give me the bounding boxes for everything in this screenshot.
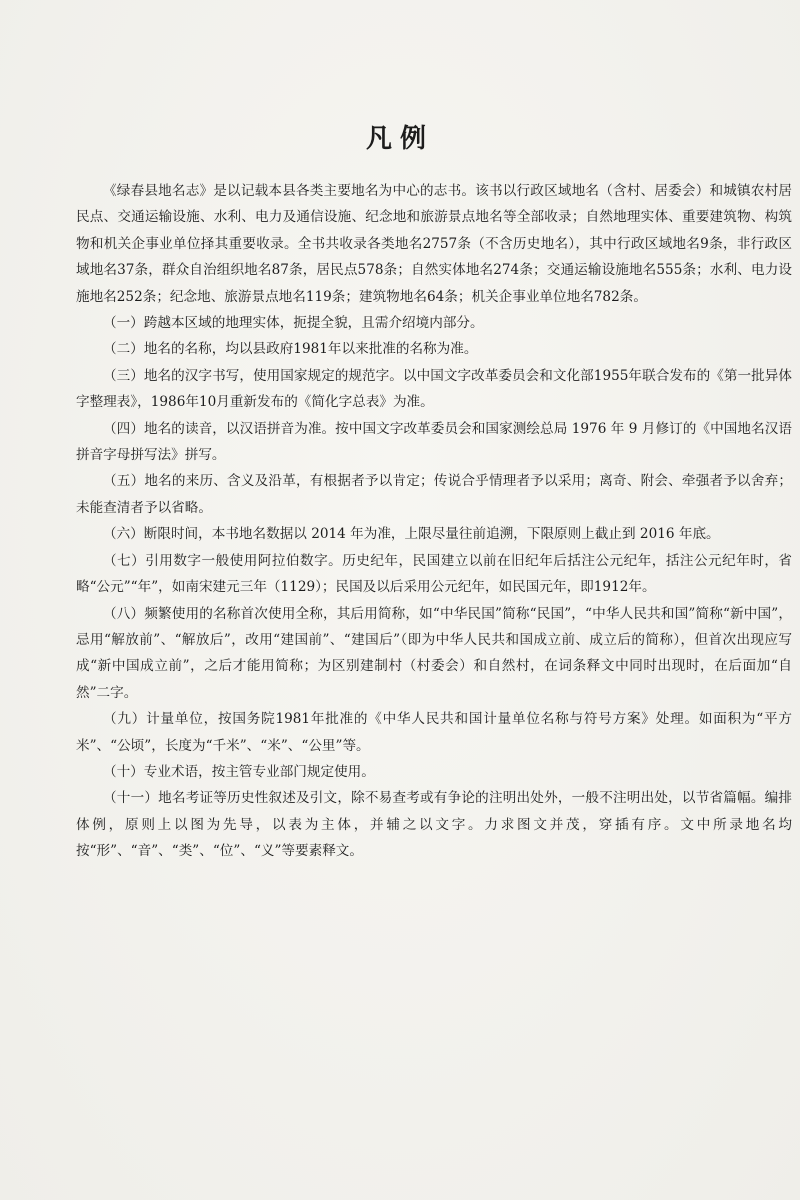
document-body <box>76 178 792 865</box>
rule-item-7: （七）引用数字一般使用阿拉伯数字。历史纪年，民国建立以前在旧纪年后括注公元纪年，括注公元纪年时，省略“公元”“年”，如南宋建元三年（1129）；民国及以后采用公元纪年，如民国元年，即1912年。 <box>76 552 792 596</box>
rule-item-9: （九）计量单位，按国务院1981年批准的《中华人民共和国计量单位名称与符号方案》处理。如面积为“平方米”、“公顷”，长度为“千米”、“米”、“公里”等。 <box>76 711 792 754</box>
rule-item-6: （六）断限时间，本书地名数据以 2014 年为准，上限尽量往前追溯，下限原则上截止到 2016 年底。 <box>103 526 720 543</box>
rule-item-2: （二）地名的名称，均以县政府1981年以来批准的名称为准。 <box>103 341 478 358</box>
rule-item-4: （四）地名的读音，以汉语拼音为准。按中国文字改革委员会和国家测绘总局 1976 年 9 月修订的《中国地名汉语拼音字母拼写法》拼写。 <box>76 420 792 464</box>
rule-item-3: （三）地名的汉字书写，使用国家规定的规范字。以中国文字改革委员会和文化部1955年联合发布的《第一批异体字整理表》，1986年10月重新发布的《简化字总表》为准。 <box>76 367 792 411</box>
rule-item-1: （一）跨越本区域的地理实体，扼提全貌，且需介绍境内部分。 <box>103 315 484 332</box>
rule-item-10: （十）专业术语，按主管专业部门规定使用。 <box>103 763 375 780</box>
page-title: 凡例 <box>365 124 434 154</box>
rule-item-5: （五）地名的来历、含义及沿革，有根据者予以肯定；传说合乎情理者予以采用；离奇、附会、牵强者予以舍弃；未能查清者予以省略。 <box>76 473 792 516</box>
intro-paragraph: 《绿春县地名志》是以记载本县各类主要地名为中心的志书。该书以行政区域地名（含村、居委会）和城镇农村居民点、交通运输设施、水利、电力及通信设施、纪念地和旅游景点地名等全部收录；自然地理实体、重要建筑物、构筑物和机关企事业单位择其重要收录。全书共收录各类地名2757条（不含历史地名），其中行政区域地名9条，非行政区域地名37条，群众自治组织地名87条，居民点578条；自然实体地名274条；交通运输设施地名555条；水利、电力设施地名252条；纪念地、旅游景点地名119条；建筑物地名64条；机关企事业单位地名782条。 <box>76 183 792 305</box>
rule-item-8: （八）频繁使用的名称首次使用全称，其后用简称，如“中华民国”简称“民国”，“中华人民共和国”简称“新中国”，忌用“解放前”、“解放后”，改用“建国前”、“建国后”（即为中华人民共和国成立前、成立后的简称），但首次出现应写成“新中国成立前”，之后才能用简称；为区别建制村（村委会）和自然村，在词条释文中同时出现时，在后面加“自然”二字。 <box>76 605 792 701</box>
rule-item-11: （十一）地名考证等历史性叙述及引文，除不易查考或有争论的注明出处外，一般不注明出处，以节省篇幅。编排体例，原则上以图为先导，以表为主体，并辅之以文字。力求图文并茂，穿插有序。文中所录地名均按“形”、“音”、“类”、“位”、“义”等要素释文。 <box>76 790 792 860</box>
